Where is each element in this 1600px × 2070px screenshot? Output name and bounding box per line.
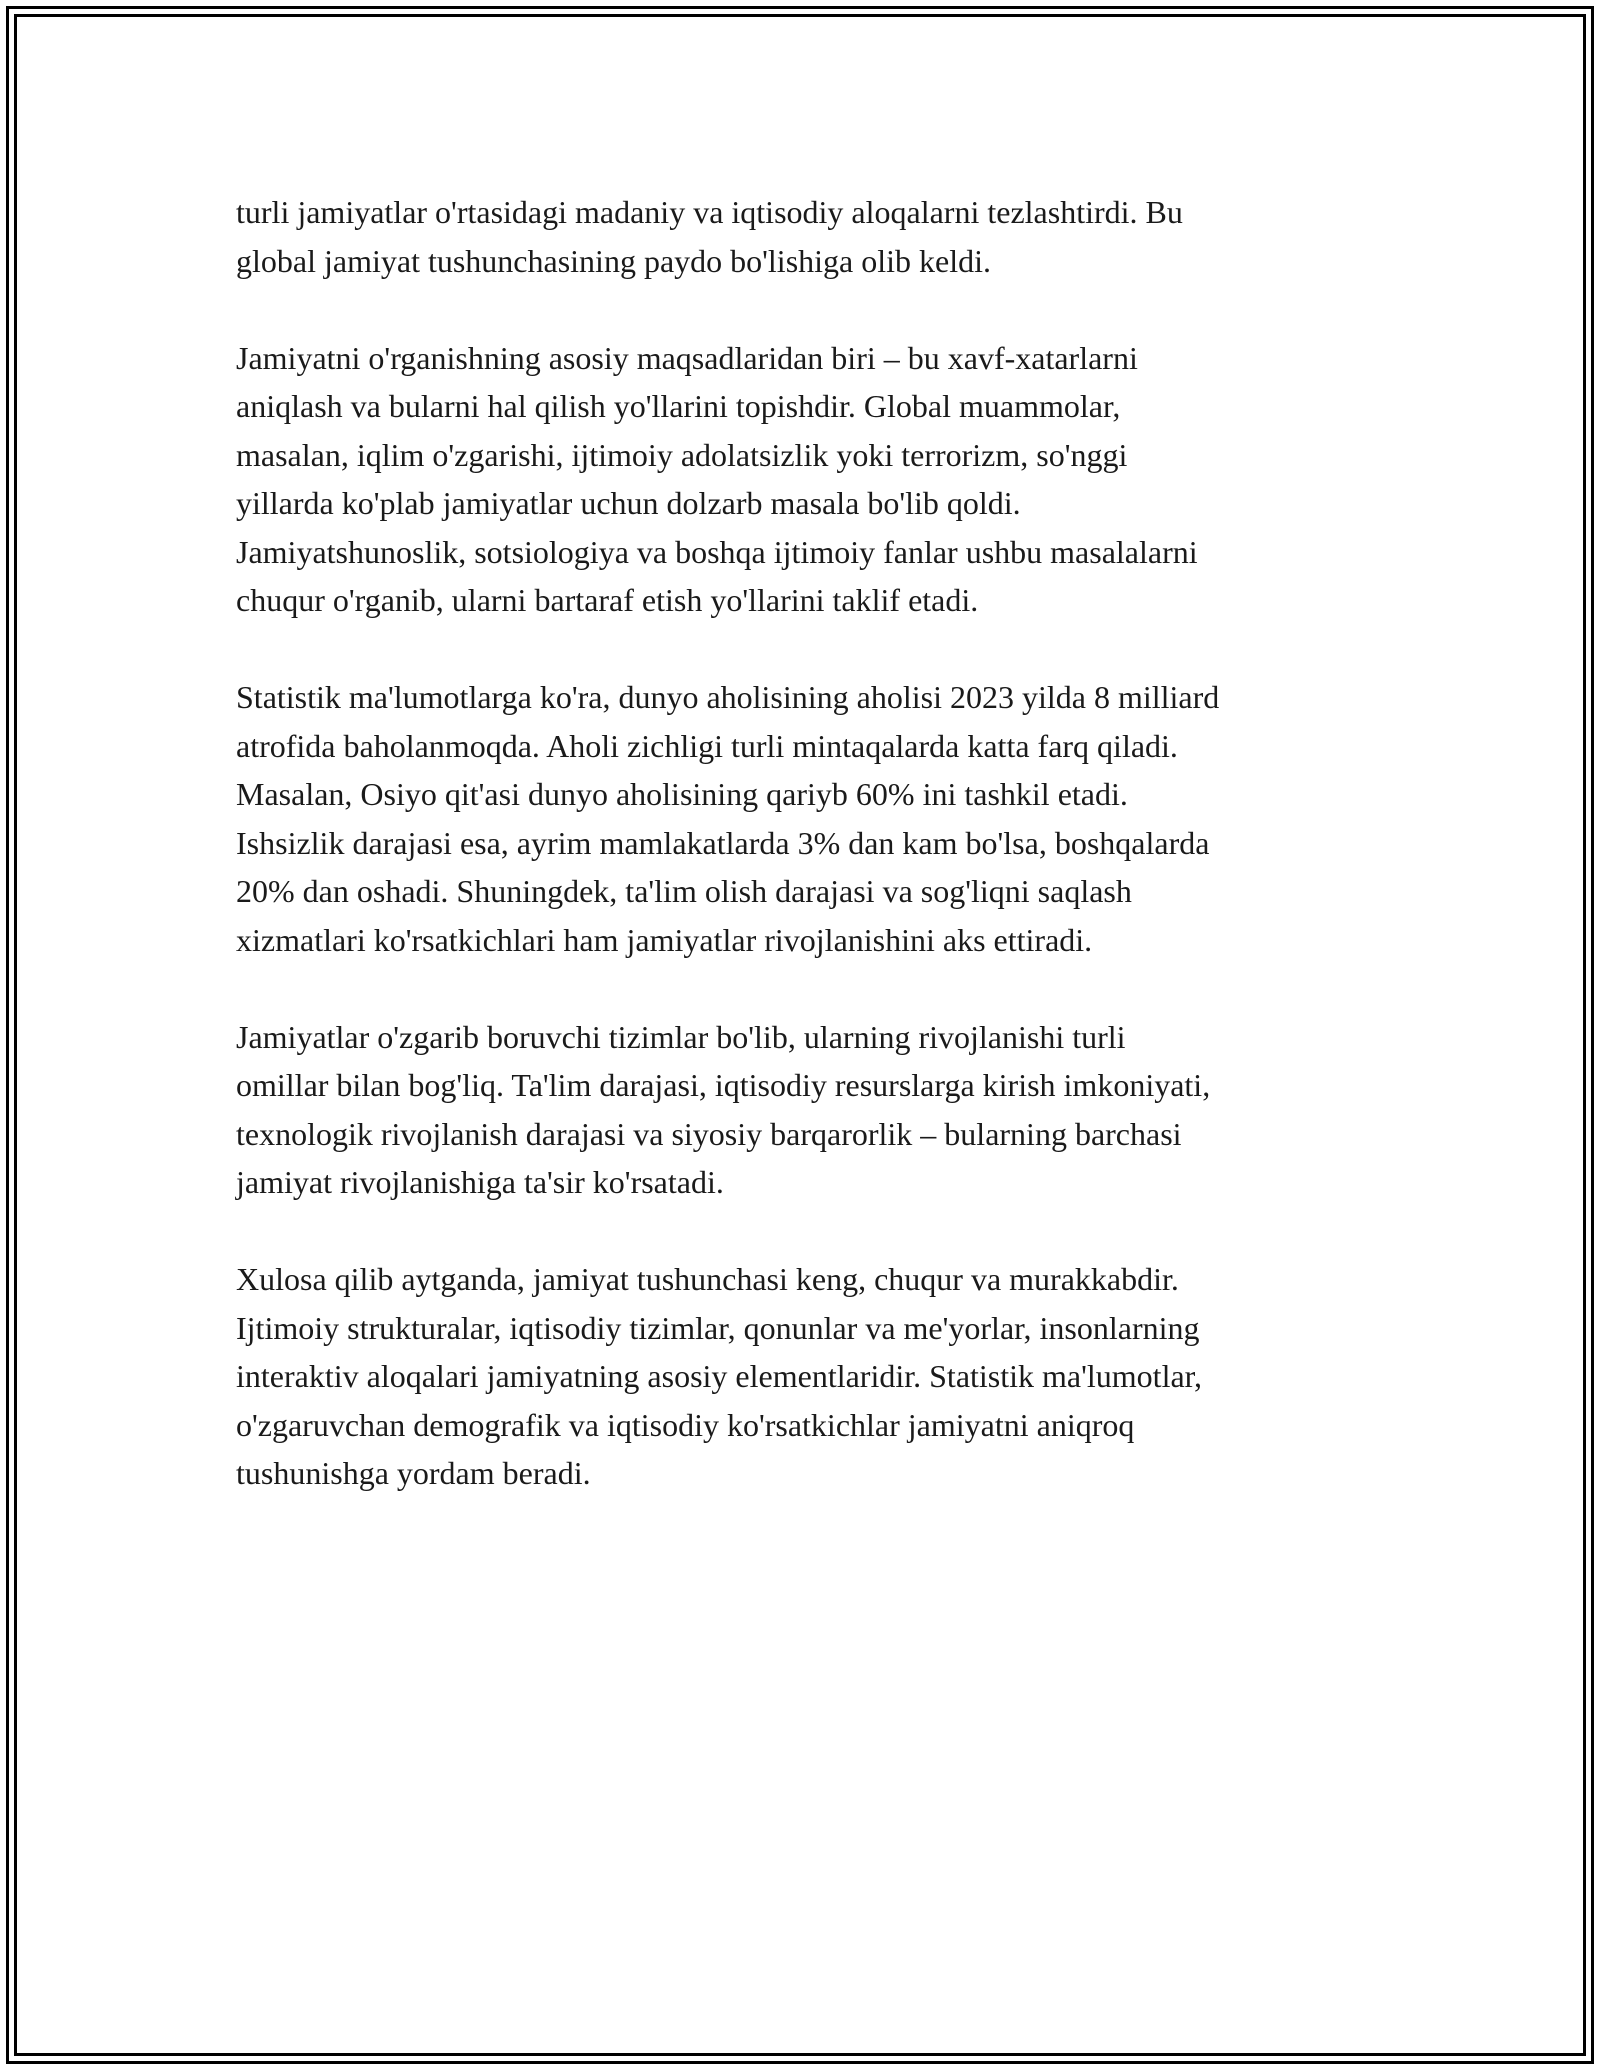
text-line: Masalan, Osiyo qit'asi dunyo aholisining qariyb 60% ini tashkil etadi. <box>236 776 1128 812</box>
text-line: aniqlash va bularni hal qilish yo'llarini topishdir. Global muammolar, <box>236 388 1121 424</box>
text-line: Jamiyatshunoslik, sotsiologiya va boshqa ijtimoiy fanlar ushbu masalalarni <box>236 533 1198 570</box>
text-line: Jamiyatni o'rganishning asosiy maqsadlaridan biri – bu xavf-xatarlarni <box>236 339 1138 376</box>
text-line: turli jamiyatlar o'rtasidagi madaniy va iqtisodiy aloqalarni tezlashtirdi. Bu <box>236 194 1183 230</box>
text-line: texnologik rivojlanish darajasi va siyosiy barqarorlik – bularning barchasi <box>236 1115 1182 1152</box>
text-line: Jamiyatlar o'zgarib boruvchi tizimlar bo'lib, ularning rivojlanishi turli <box>236 1018 1126 1055</box>
text-line: omillar bilan bog'liq. Ta'lim darajasi, iqtisodiy resurslarga kirish imkoniyati, <box>236 1067 1211 1103</box>
text-line: xizmatlari ko'rsatkichlari ham jamiyatlar rivojlanishini aks ettiradi. <box>236 921 1093 958</box>
text-line: 20% dan oshadi. Shuningdek, ta'lim olish darajasi va sog'liqni saqlash <box>236 873 1132 909</box>
paragraph-3 <box>236 673 1376 964</box>
paragraph-1 <box>236 188 1376 285</box>
paragraph-5 <box>236 1255 1376 1498</box>
text-line: Ijtimoiy strukturalar, iqtisodiy tizimlar, qonunlar va me'yorlar, insonlarning <box>236 1309 1200 1346</box>
text-line: Statistik ma'lumotlarga ko'ra, dunyo aholisining aholisi 2023 yilda 8 milliard <box>236 679 1220 715</box>
text-line: o'zgaruvchan demografik va iqtisodiy ko'rsatkichlar jamiyatni aniqroq <box>236 1406 1135 1443</box>
paragraph-2 <box>236 334 1376 625</box>
text-line: yillarda ko'plab jamiyatlar uchun dolzarb masala bo'lib qoldi. <box>236 485 1021 521</box>
text-line: tushunishga yordam beradi. <box>236 1455 591 1491</box>
document-body <box>236 188 1376 1546</box>
text-line: Ishsizlik darajasi esa, ayrim mamlakatlarda 3% dan kam bo'lsa, boshqalarda <box>236 824 1210 861</box>
text-line: atrofida baholanmoqda. Aholi zichligi turli mintaqalarda katta farq qiladi. <box>236 727 1178 764</box>
text-line: jamiyat rivojlanishiga ta'sir ko'rsatadi. <box>236 1164 724 1200</box>
paragraph-4 <box>236 1013 1376 1207</box>
text-line: Xulosa qilib aytganda, jamiyat tushunchasi keng, chuqur va murakkabdir. <box>236 1261 1179 1297</box>
text-line: global jamiyat tushunchasining paydo bo'lishiga olib keldi. <box>236 242 991 279</box>
text-line: chuqur o'rganib, ularni bartaraf etish yo'llarini taklif etadi. <box>236 582 979 618</box>
text-line: interaktiv aloqalari jamiyatning asosiy elementlaridir. Statistik ma'lumotlar, <box>236 1358 1203 1394</box>
text-line: masalan, iqlim o'zgarishi, ijtimoiy adolatsizlik yoki terrorizm, so'nggi <box>236 436 1128 473</box>
